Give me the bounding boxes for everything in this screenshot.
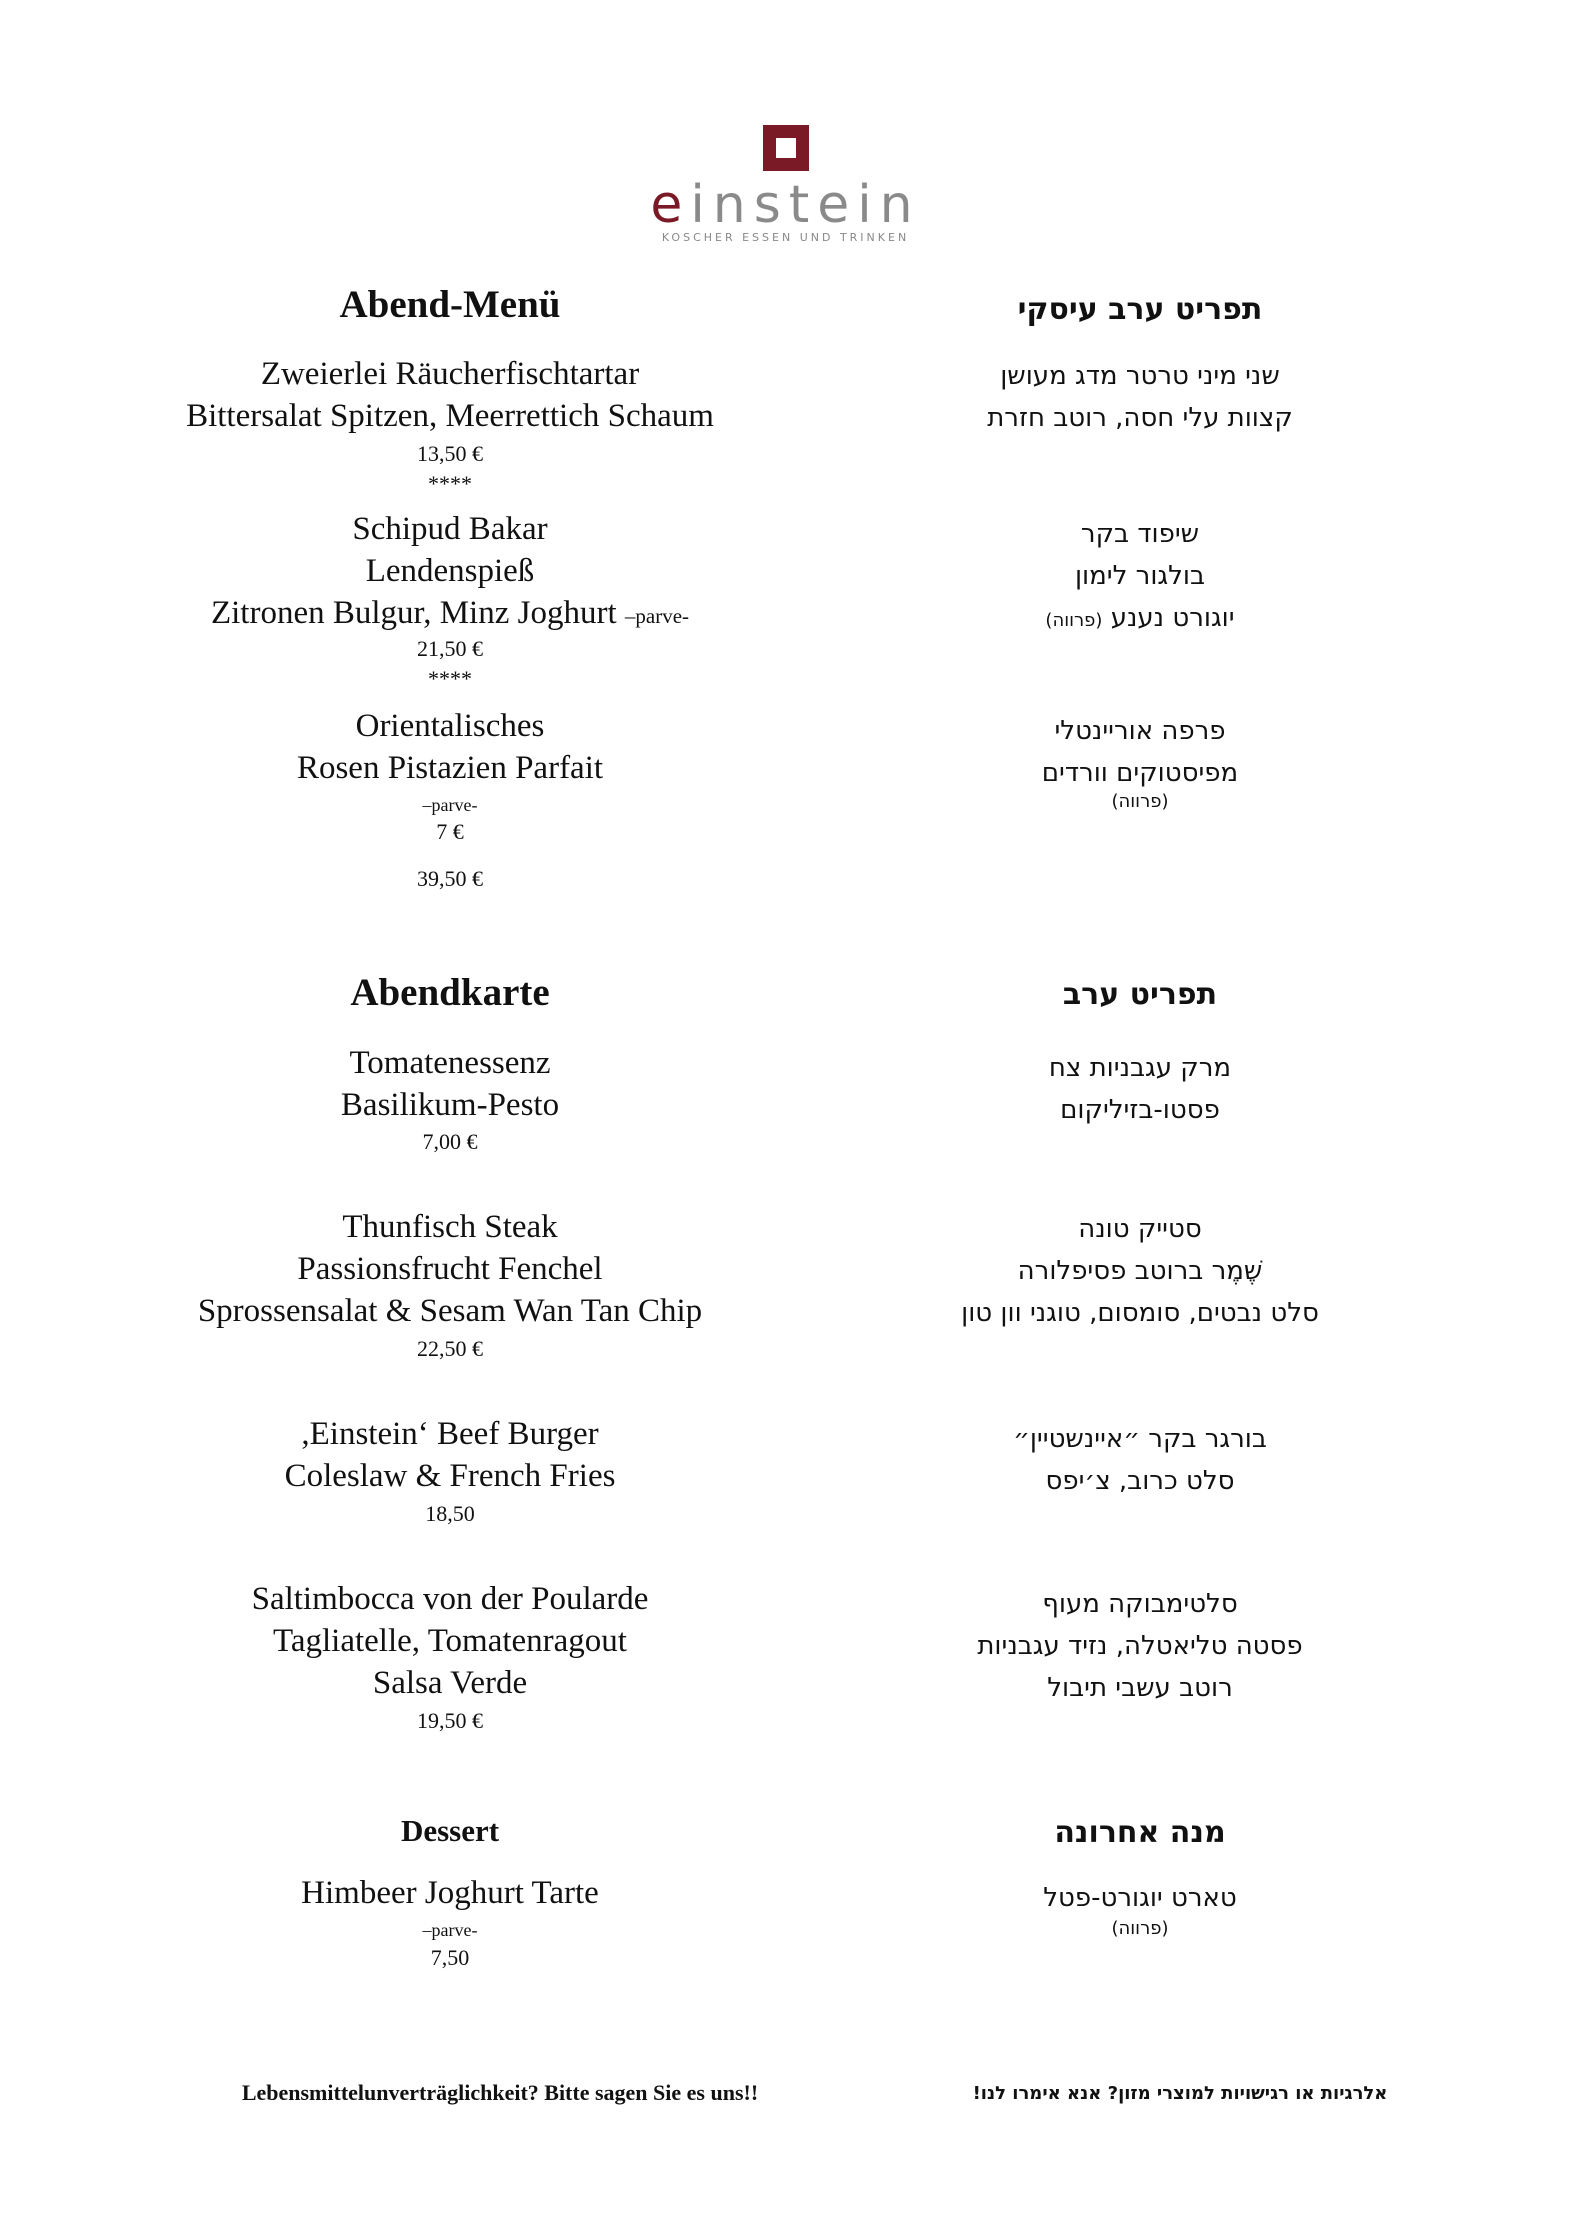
dessert-title-he: מנה אחרונה: [1054, 1815, 1226, 1850]
separator: ****: [428, 666, 472, 691]
menu-item-line: Lendenspieß: [365, 553, 535, 589]
menu-item-line-he: סלט נבטים, סומסום, טוגני וון טון: [961, 1298, 1319, 1328]
abendkarte-title-he: תפריט ערב: [1062, 977, 1218, 1012]
dessert-title: Dessert: [400, 1813, 500, 1848]
menu-item-line-he: מרק עגבניות צח: [1048, 1053, 1232, 1083]
logo-square-icon: [763, 125, 809, 171]
menu-item-line: Tagliatelle, Tomatenragout: [273, 1623, 627, 1659]
logo: [0, 125, 1571, 176]
logo-subtitle: KOSCHER ESSEN UND TRINKEN: [661, 231, 910, 244]
menu-item-line-he: פרפה אוריינטלי: [1054, 716, 1226, 746]
parve-label-he: (פרווה): [1111, 791, 1169, 812]
menu-item-line-he: סטייק טונה: [1078, 1214, 1202, 1244]
menu-item-line-he: בולגור לימון: [1074, 561, 1206, 591]
menu-item-line-he: סלטימבוקה מעוף: [1042, 1589, 1238, 1619]
menu-item-price: 22,50 €: [417, 1336, 483, 1361]
menu-item-price: 18,50: [425, 1501, 475, 1526]
menu-item-line-he: שני מיני טרטר מדג מעושן: [1000, 361, 1280, 391]
menu-item-line-he: פסטה טליאטלה, נזיד עגבניות: [977, 1631, 1303, 1661]
menu-item-price: 7,50: [430, 1945, 470, 1970]
abend-menu-title: Abend-Menü: [339, 283, 561, 326]
abendkarte-title: Abendkarte: [350, 971, 550, 1014]
menu-item-line: Salsa Verde: [372, 1665, 528, 1701]
menu-item-line: Himbeer Joghurt Tarte: [301, 1875, 599, 1911]
menu-item-line-he: בורגר בקר ״איינשטיין״: [1013, 1424, 1267, 1454]
menu-item-price: 7,00 €: [422, 1129, 478, 1154]
menu-item-line: Saltimbocca von der Poularde: [251, 1581, 649, 1617]
menu-item-line: Rosen Pistazien Parfait: [296, 750, 604, 786]
menu-item-price: 21,50 €: [417, 636, 483, 661]
menu-item-line: Orientalisches: [355, 708, 545, 744]
menu-item-line-he: טארט יוגורט-פטל: [1043, 1883, 1237, 1913]
menu-item-line-he: פסטו-בזיליקום: [1060, 1095, 1220, 1125]
menu-item-line: Sprossensalat & Sesam Wan Tan Chip: [197, 1293, 703, 1329]
menu-item-line: Thunfisch Steak: [342, 1209, 558, 1245]
menu-item-price: 19,50 €: [417, 1708, 483, 1733]
menu-item-line: Tomatenessenz: [349, 1045, 551, 1081]
menu-item-line: Bittersalat Spitzen, Meerrettich Schaum: [186, 398, 714, 434]
menu-item-price: 7 €: [436, 819, 464, 844]
menu-item-line: Basilikum-Pesto: [340, 1087, 560, 1123]
menu-item-line-he: שֶׁמֶר ברוטב פסיפלורה: [1017, 1256, 1263, 1286]
menu-item-line-he: קצוות עלי חסה, רוטב חזרת: [987, 403, 1293, 433]
separator: ****: [428, 471, 472, 496]
menu-item-price: 13,50 €: [417, 441, 483, 466]
allergy-note: Lebensmittelunverträglichkeit? Bitte sagen Sie es uns!!: [241, 2080, 759, 2105]
logo-wordmark: einstein: [650, 175, 921, 235]
menu-item-line: Zitronen Bulgur, Minz Joghurt –parve-: [210, 595, 690, 631]
allergy-note-he: אלרגיות או רגישויות למוצרי מזון? אנא אימרו לנו!: [972, 2083, 1388, 2104]
parve-label: –parve-: [422, 795, 478, 815]
menu-item-line: Passionsfrucht Fenchel: [297, 1251, 603, 1287]
menu-item-line-he: מפיסטוקים וורדים: [1041, 758, 1239, 788]
menu-item-line: Zweierlei Räucherfischtartar: [260, 356, 640, 392]
parve-label: –parve-: [422, 1920, 478, 1940]
menu-item-line-he: יוגורט נענע (פרווה): [1045, 603, 1235, 633]
menu-item-line-he: שיפוד בקר: [1080, 519, 1200, 549]
menu-item-line: Coleslaw & French Fries: [284, 1458, 616, 1494]
menu-item-line-he: סלט כרוב, צ׳יפס: [1045, 1466, 1235, 1496]
menu-item-line-he: רוטב עשבי תיבול: [1047, 1673, 1233, 1703]
menu-item-line: ,Einstein‘ Beef Burger: [301, 1416, 599, 1452]
menu-item-line: Schipud Bakar: [352, 511, 548, 547]
menu-total-price: 39,50 €: [417, 866, 483, 891]
abend-menu-title-he: תפריט ערב עיסקי: [1017, 292, 1263, 327]
parve-label-he: (פרווה): [1111, 1918, 1169, 1939]
